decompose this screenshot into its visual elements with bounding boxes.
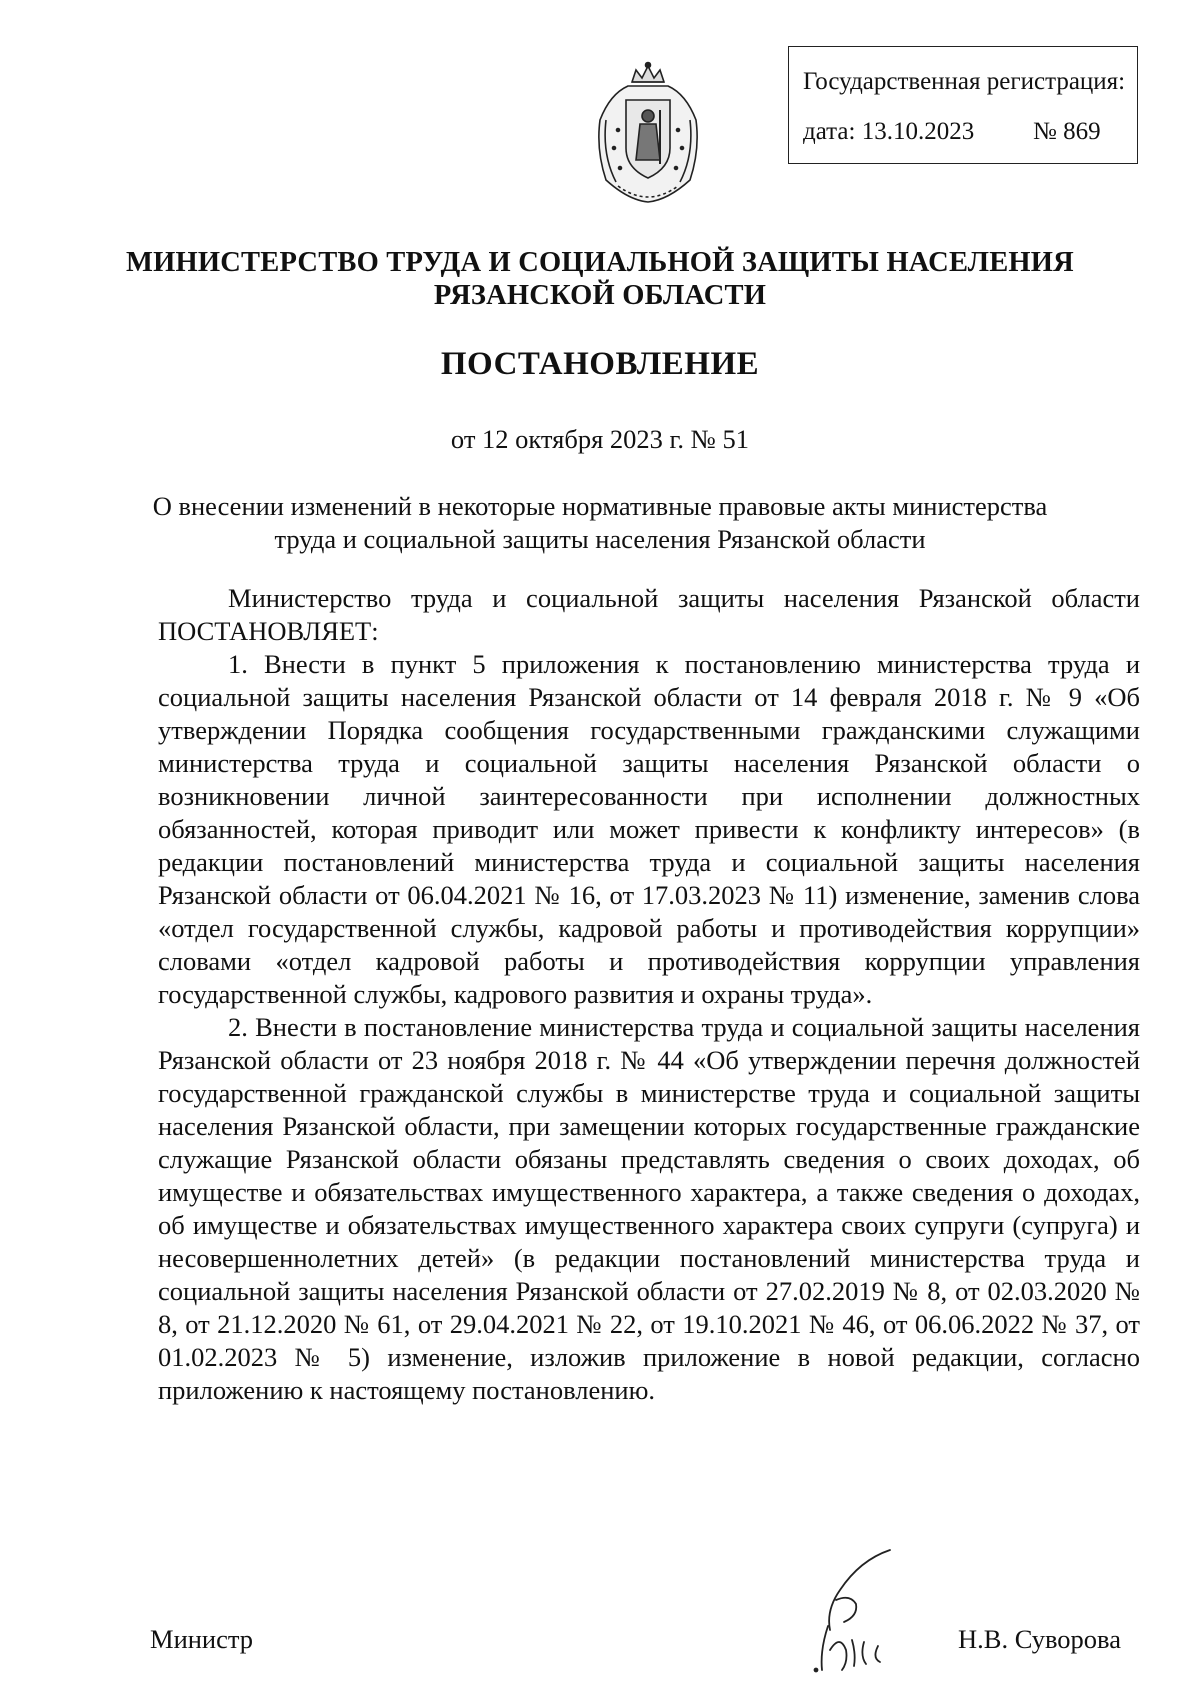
document-body xyxy=(158,582,1140,1407)
ministry-line-2: РЯЗАНСКОЙ ОБЛАСТИ xyxy=(433,280,767,311)
registration-title: Государственная регистрация: xyxy=(803,68,1126,95)
subject-line-2: труда и социальной защиты населения Рязанской области xyxy=(274,524,926,554)
ministry-name xyxy=(0,246,1200,312)
subject-line-1: О внесении изменений в некоторые нормативные правовые акты министерства xyxy=(152,491,1048,521)
signatory-name: Н.В. Суворова xyxy=(958,1624,1121,1654)
item-2-paragraph: 2. Внести в постановление министерства труда и социальной защиты населения Рязанской области от 23 ноября 2018 г. № 44 «Об утверждении перечня должностей государственной гражданской службы в министерстве труда и социальной защиты населения Рязанской области, при замещении которых государственные гражданские служащие Рязанской области обязаны представлять сведения о своих доходах, об имуществе и обязательствах имущественного характера, а также сведения о доходах, об имуществе и обязательствах имущественного характера своих супруги (супруга) и несовершеннолетних детей» (в редакции постановлений министерства труда и социальной защиты населения Рязанской области от 27.02.2019 № 8, от 02.03.2020 № 8, от 21.12.2020 № 61, от 29.04.2021 № 22, от 19.10.2021 № 46, от 06.06.2022 № 37, от 01.02.2023 № 5) изменение, изложив приложение в новой редакции, согласно приложению к настоящему постановлению. xyxy=(158,1012,1140,1405)
document-subject xyxy=(0,490,1200,556)
preamble-paragraph: Министерство труда и социальной защиты населения Рязанской области ПОСТАНОВЛЯЕТ: xyxy=(158,583,1140,646)
signatory-title: Министр xyxy=(150,1624,254,1654)
registration-number: № 869 xyxy=(1033,118,1101,145)
coat-of-arms-icon xyxy=(588,60,708,208)
registration-date: дата: 13.10.2023 xyxy=(803,118,975,145)
item-1-paragraph: 1. Внести в пункт 5 приложения к постановлению министерства труда и социальной защиты населения Рязанской области от 14 февраля 2018 г. № 9 «Об утверждении Порядка сообщения государственными гражданскими служащими министерства труда и социальной защиты населения Рязанской области о возникновении личной заинтересованности при исполнении должностных обязанностей, которая приводит или может привести к конфликту интересов» (в редакции постановлений министерства труда и социальной защиты населения Рязанской области от 06.04.2021 № 16, от 17.03.2023 № 11) изменение, заменив слова «отдел государственной службы, кадровой работы и противодействия коррупции» словами «отдел кадровой работы и противодействия коррупции управления государственной службы, кадрового развития и охраны труда». xyxy=(158,649,1140,1009)
document-type: ПОСТАНОВЛЕНИЕ xyxy=(440,346,760,382)
document-date: от 12 октября 2023 г. № 51 xyxy=(450,424,750,454)
handwritten-signature xyxy=(760,1530,960,1680)
ministry-line-1: МИНИСТЕРСТВО ТРУДА И СОЦИАЛЬНОЙ ЗАЩИТЫ НАСЕЛЕНИЯ xyxy=(126,247,1074,278)
registration-stamp xyxy=(788,46,1138,164)
